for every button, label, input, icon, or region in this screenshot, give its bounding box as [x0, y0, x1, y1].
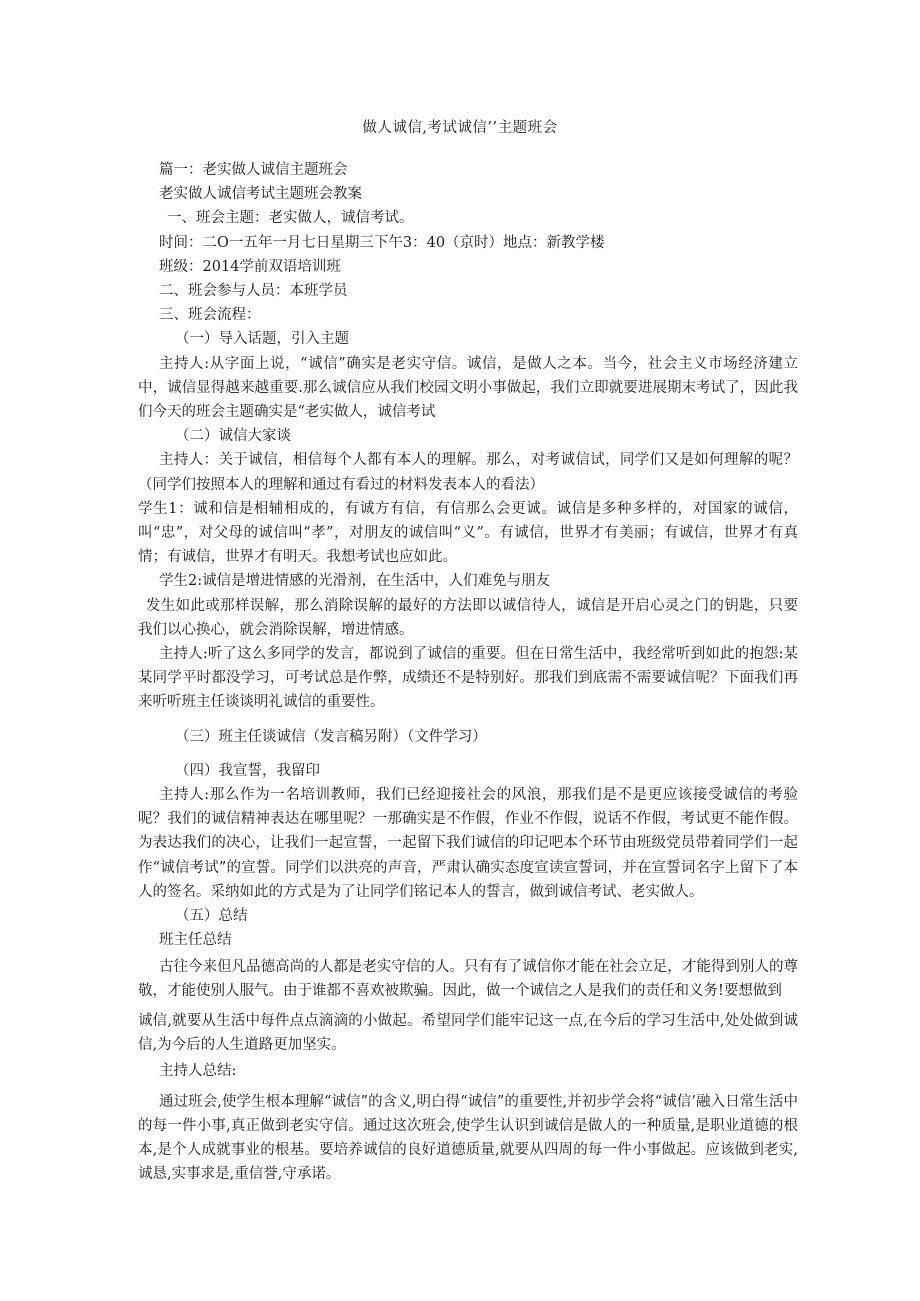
paragraph: 老实做人诚信考试主题班会教案: [159, 186, 362, 203]
paragraph: 主持人:那么作为一名培训教师，我们已经迎接社会的风浪，那我们是不是更应该接受诚信的考验呢？我们的诚信精神表达在哪里呢？一那确实是不作假，作业不作假，说话不作假，考试更不能作假。为表达我们的决心，让我们一起宣誓，一起留下我们诚信的印记吧本个环节由班级党员带着同学们一起作“诚信考试”的宣誓。同学们以洪亮的声音，严肃认确实态度宣读宣誓词，并在宣誓词名字上留下了本人的签名。采纳如此的方式是为了让同学们铭记本人的誓言，做到诚信考试、老实做人。: [138, 787, 798, 900]
paragraph: 主持人：关于诚信，相信每个人都有本人的理解。那么，对考诚信试，同学们又是如何理解的呢？（同学们按照本人的理解和通过有看过的材料发表本人的看法）: [138, 452, 798, 493]
section-heading: （三）班主任谈诚信（发言稿另附）（文件学习）: [175, 728, 487, 745]
paragraph: 主持人:听了这么多同学的发言，都说到了诚信的重要。但在日常生活中，我经常听到如此的抱怨:某某同学平时都没学习，可考试总是作弊，成绩还不是特别好。那我们到底需不需要诚信呢？下面我们再来听听班主任谈谈明礼诚信的重要性。: [138, 646, 798, 711]
paragraph: 班主任总结: [159, 932, 232, 949]
section-heading: （二）诚信大家谈: [175, 428, 291, 445]
document-body: [138, 158, 798, 1186]
document-title: 做人诚信,考试诚信’’主题班会: [362, 120, 558, 136]
section-heading: （一）导入话题，引入主题: [175, 331, 349, 348]
paragraph: 发生如此或那样误解，那么消除误解的最好的方法即以诚信待人，诚信是开启心灵之门的钥匙，只要我们以心换心，就会消除误解，增进情感。: [138, 597, 798, 638]
paragraph: 古往今来但凡品德高尚的人都是老实守信的人。只有有了诚信你才能在社会立足，才能得到别人的尊敬，才能使别人服气。由于谁都不喜欢被欺骗。因此，做一个诚信之人是我们的责任和义务!要想做到: [138, 958, 798, 999]
paragraph: 学生2:诚信是增进情感的光滑剂，在生活中，人们难免与朋友: [159, 573, 551, 590]
paragraph: 三、班会流程：: [159, 307, 261, 324]
paragraph: 主持人总结:: [159, 1063, 237, 1080]
section-heading: （五）总结: [175, 908, 248, 925]
section-heading: （四）我宣誓，我留印: [175, 762, 320, 779]
paragraph: 通过班会,使学生根本理解“诚信”的含义,明白得“诚信”的重要性,并初步学会将“诚信’融入日常生活中的每一件小事,真正做到老实守信。通过这次班会,使学生认识到诚信是做人的一种质量,是职业道德的根本,是个人成就事业的根基。要培养诚信的良好道德质量,就要从四周的每一件小事做起。应该做到老实,诚恳,实事求是,重信誉,守承诺。: [138, 1093, 798, 1183]
paragraph: 主持人:从字面上说，“诚信”确实是老实守信。诚信，是做人之本。当今，社会主义市场经济建立中，诚信显得越来越重要.那么诚信应从我们校园文明小事做起，我们立即就要进展期末考试了，因此我们今天的班会主题确实是“老实做人，诚信考试: [138, 355, 798, 421]
paragraph: 诚信,就要从生活中每件点点滴滴的小做起。希望同学们能牢记这一点,在今后的学习生活中,处处做到诚信,为今后的人生道路更加坚实。: [138, 1012, 798, 1054]
paragraph: 篇一：老实做人诚信主题班会: [159, 162, 348, 178]
paragraph: 二、班会参与人员：本班学员: [159, 283, 348, 300]
paragraph: 学生1：诚和信是相辅相成的，有诚方有信，有信那么会更诚。诚信是多种多样的，对国家的诚信，叫“忠”，对父母的诚信叫“孝”，对朋友的诚信叫“义”。有诚信，世界才有美丽；有诚信，世界才有真情；有诚信，世界才有明天。我想考试也应如此。: [138, 500, 798, 566]
paragraph: 班级：2014学前双语培训班: [159, 258, 341, 275]
paragraph: 一、班会主题：老实做人，诚信考试。: [167, 210, 414, 227]
paragraph: 时间：二O一五年一月七日星期三下午3：40（京时）地点：新教学楼: [159, 234, 605, 251]
